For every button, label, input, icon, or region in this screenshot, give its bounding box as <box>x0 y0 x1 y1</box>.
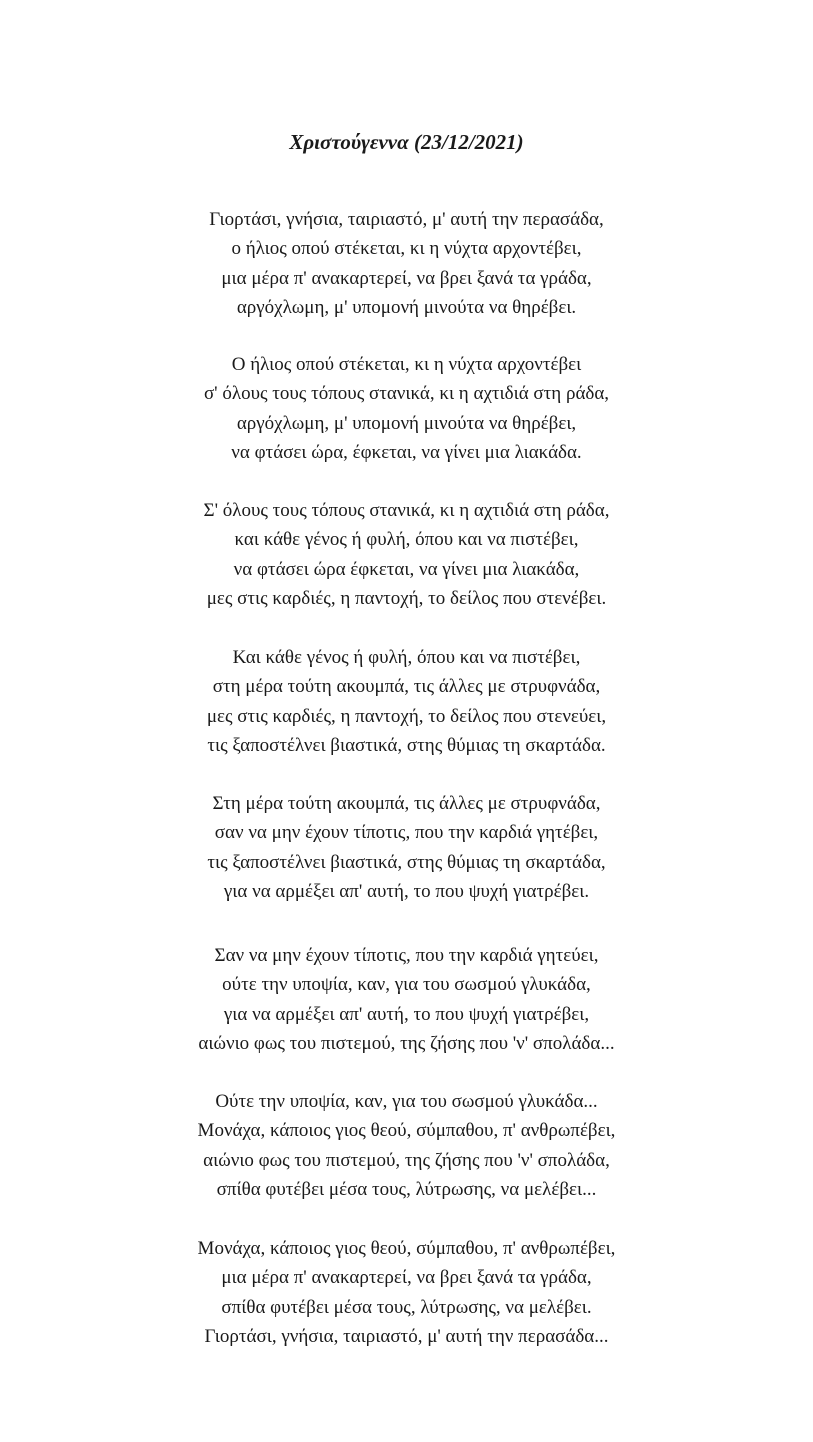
verse-line: να φτάσει ώρα έφκεται, να γίνει μια λιακάδα, <box>233 558 580 580</box>
verse-line: αιώνιο φως του πιστεμού, της ζήσης που 'ν' σπολάδα... <box>198 1032 615 1054</box>
verse-line: Και κάθε γένος ή φυλή, όπου και να πιστέβει, <box>232 647 581 668</box>
verse-line: Γιορτάσι, γνήσια, ταιριαστό, μ' αυτή την περασάδα... <box>204 1325 609 1347</box>
stanza-3 <box>0 496 813 613</box>
verse-line: Σ' όλους τους τόπους στανικά, κι η αχτιδιά στη ράδα, <box>203 500 610 521</box>
verse-line: μες στις καρδιές, η παντοχή, το δείλος που στενέβει. <box>206 587 607 609</box>
stanza-7 <box>0 1087 813 1204</box>
verse-line: αιώνιο φως του πιστεμού, της ζήσης που 'ν' σπολάδα, <box>203 1149 610 1171</box>
verse-line: για να αρμέξει απ' αυτή, το που ψυχή γιατρέβει. <box>223 880 590 902</box>
verse-line: Μονάχα, κάποιος γιος θεού, σύμπαθου, π' ανθρωπέβει, <box>197 1120 616 1142</box>
verse-line: σπίθα φυτέβει μέσα τους, λύτρωσης, να μελέβει... <box>216 1178 597 1200</box>
verse-line: μια μέρα π' ανακαρτερεί, να βρει ξανά τα γράδα, <box>221 1267 592 1289</box>
verse-line: Ούτε την υποψία, καν, για του σωσμού γλυκάδα... <box>215 1091 598 1112</box>
verse-line: ο ήλιος οπού στέκεται, κι η νύχτα αρχοντέβει, <box>231 238 582 260</box>
verse-line: Σαν να μην έχουν τίποτις, που την καρδιά γητεύει, <box>214 945 599 966</box>
verse-line: ούτε την υποψία, καν, για του σωσμού γλυκάδα, <box>222 974 591 996</box>
verse-line: για να αρμέξει απ' αυτή, το που ψυχή γιατρέβει, <box>223 1003 590 1025</box>
verse-line: και κάθε γένος ή φυλή, όπου και να πιστέβει, <box>234 529 579 551</box>
poem-title: Χριστούγεννα (23/12/2021) <box>289 130 524 154</box>
verse-line: τις ξαποστέλνει βιαστικά, στης θύμιας τη σκαρτάδα. <box>207 734 606 756</box>
stanza-8 <box>0 1234 813 1351</box>
verse-line: Στη μέρα τούτη ακουμπά, τις άλλες με στρυφνάδα, <box>212 793 601 814</box>
verse-line: Ο ήλιος οπού στέκεται, κι η νύχτα αρχοντέβει <box>231 354 582 375</box>
verse-line: Μονάχα, κάποιος γιος θεού, σύμπαθου, π' ανθρωπέβει, <box>197 1238 616 1259</box>
verse-line: στη μέρα τούτη ακουμπά, τις άλλες με στρυφνάδα, <box>212 676 601 698</box>
stanza-2 <box>0 350 813 467</box>
verse-line: να φτάσει ώρα, έφκεται, να γίνει μια λιακάδα. <box>231 441 582 463</box>
verse-line: Γιορτάσι, γνήσια, ταιριαστό, μ' αυτή την περασάδα, <box>209 209 604 230</box>
stanza-6 <box>0 941 813 1058</box>
verse-line: σαν να μην έχουν τίποτις, που την καρδιά γητέβει, <box>214 822 599 844</box>
verse-line: σ' όλους τους τόπους στανικά, κι η αχτιδιά στη ράδα, <box>203 383 610 405</box>
verse-line: αργόχλωμη, μ' υπομονή μινούτα να θηρέβει. <box>236 296 577 318</box>
verse-line: μες στις καρδιές, η παντοχή, το δείλος που στενεύει, <box>206 705 607 727</box>
stanza-4 <box>0 643 813 760</box>
stanza-5 <box>0 789 813 906</box>
verse-line: τις ξαποστέλνει βιαστικά, στης θύμιας τη σκαρτάδα, <box>207 851 606 873</box>
verse-line: σπίθα φυτέβει μέσα τους, λύτρωσης, να μελέβει. <box>221 1296 592 1318</box>
stanza-1 <box>0 205 813 322</box>
verse-line: μια μέρα π' ανακαρτερεί, να βρει ξανά τα γράδα, <box>221 267 592 289</box>
verse-line: αργόχλωμη, μ' υπομονή μινούτα να θηρέβει, <box>236 412 577 434</box>
